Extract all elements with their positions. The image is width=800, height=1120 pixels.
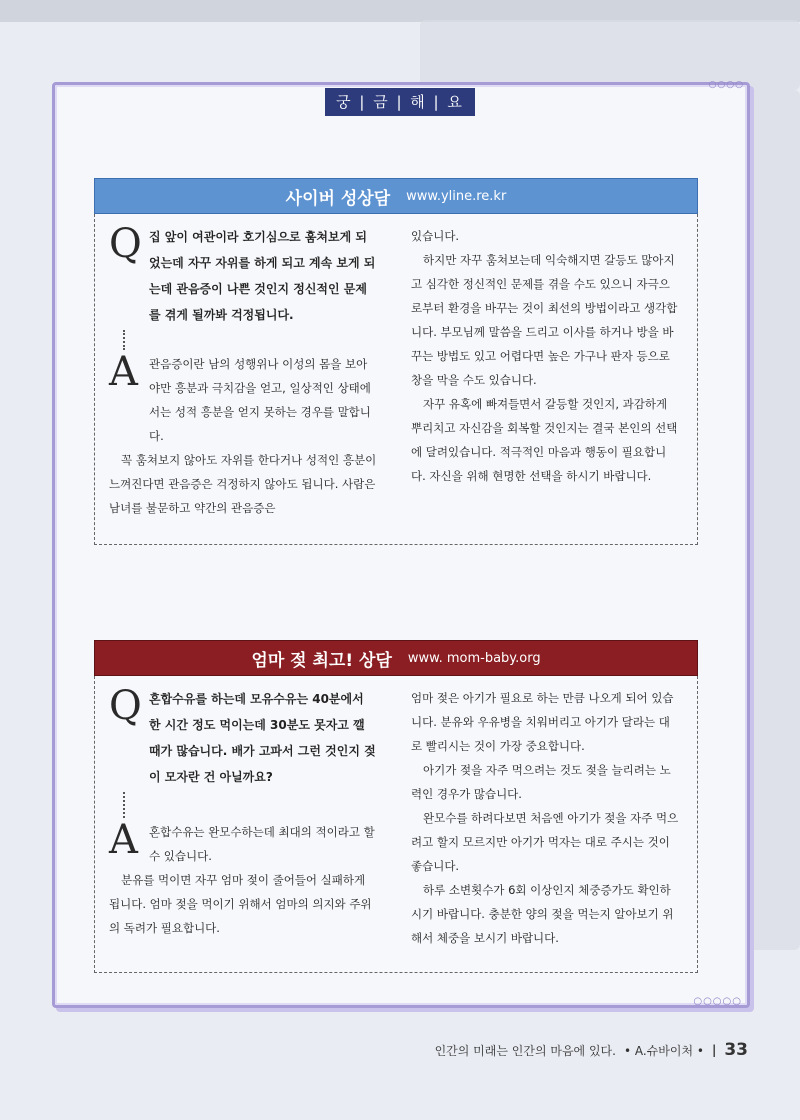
question-text: 혼합수유를 하는데 모유수유는 40분에서 한 시간 정도 먹이는데 30분도 못자고 깰 때가 많습니다. 배가 고파서 그런 것인지 젖이 모자란 건 아닐까요?: [149, 692, 376, 784]
question-block: [109, 221, 377, 328]
answer-paragraph: 혼합수유는 완모수하는데 최대의 적이라고 할 수 있습니다.: [149, 825, 375, 863]
answer-block: [109, 817, 377, 868]
question-text: 집 앞이 여관이라 호기심으로 훔쳐보게 되었는데 자꾸 자위를 하게 되고 계속 보게 되는데 관음증이 나쁜 것인지 정신적인 문제를 겪게 될까봐 걱정됩니다.: [149, 230, 376, 322]
page-number: 33: [724, 1040, 748, 1060]
left-column: [109, 683, 377, 940]
section-url: www. mom-baby.org: [407, 650, 541, 666]
footer-author: • A.슈바이처 •: [623, 1043, 704, 1058]
a-letter: A: [109, 817, 138, 863]
question-block: [109, 683, 377, 790]
answer-paragraph: 꼭 훔쳐보지 않아도 자위를 한다거나 성적인 흥분이 느껴진다면 관음증은 걱정하지 않아도 됩니다. 사람은 남녀를 불문하고 약간의 관음증은: [109, 453, 377, 515]
a-letter: A: [109, 349, 138, 395]
section-title-bar: [94, 178, 698, 214]
answer-paragraph: 하지만 자꾸 훔쳐보는데 익숙해지면 갈등도 많아지고 심각한 정신적인 문제를 겪을 수도 있으니 자극으로부터 환경을 바꾸는 것이 최선의 방법이라고 생각합니다. 부모님께 말씀을 드리고 이사를 하거나 방을 바꾸는 방법도 있고 어렵다면 높은 가구나 판자 등으로 창을 막을 수도 있습니다.: [411, 253, 678, 387]
section-title-bar: [94, 640, 698, 676]
section-title: 엄마 젖 최고! 상담: [251, 650, 392, 671]
qa-section-2: [94, 640, 698, 973]
section-header-tab: 궁 | 금 | 해 | 요: [325, 88, 475, 116]
answer-paragraph: 있습니다.: [411, 229, 460, 243]
answer-paragraph: 자꾸 유혹에 빠져들면서 갈등할 것인지, 과감하게 뿌리치고 자신감을 회복할 것인지는 결국 본인의 선택에 달려있습니다. 적극적인 마음과 행동이 필요합니다. 자신을 위해 현명한 선택을 하시기 바랍니다.: [411, 397, 678, 483]
answer-paragraph: 관음증이란 남의 성행위나 이성의 몸을 보아야만 흥분과 극치감을 얻고, 일상적인 상태에서는 성적 흥분을 얻지 못하는 경우를 말합니다.: [149, 357, 371, 443]
footer-tagline: 인간의 미래는 인간의 마음에 있다.: [434, 1043, 616, 1058]
q-letter: Q: [109, 683, 142, 729]
background-strip: [0, 0, 800, 22]
left-column: [109, 221, 377, 520]
answer-paragraph: 분유를 먹이면 자꾸 엄마 젖이 줄어들어 실패하게 됩니다. 엄마 젖을 먹이기 위해서 엄마의 의지와 주위의 독려가 필요합니다.: [109, 873, 372, 935]
answer-paragraph: 완모수를 하려다보면 처음엔 아기가 젖을 자주 먹으려고 할지 모르지만 아기가 먹자는 대로 주시는 것이 좋습니다.: [411, 811, 679, 873]
section-title: 사이버 성상담: [285, 188, 391, 209]
frame-ornament: ○○○○○: [693, 996, 742, 1007]
page-footer: [435, 1040, 748, 1060]
answer-paragraph: 아기가 젖을 자주 먹으려는 것도 젖을 늘리려는 노력인 경우가 많습니다.: [411, 763, 671, 801]
answer-paragraph: 엄마 젖은 아기가 필요로 하는 만큼 나오게 되어 있습니다. 분유와 우유병을 치워버리고 아기가 달라는 대로 빨리시는 것이 가장 중요합니다.: [411, 691, 674, 753]
right-column: [411, 224, 679, 488]
q-letter: Q: [109, 221, 142, 267]
answer-paragraph: 하루 소변횟수가 6회 이상인지 체중증가도 확인하시기 바랍니다. 충분한 양의 젖을 먹는지 알아보기 위해서 체중을 보시기 바랍니다.: [411, 883, 674, 945]
qa-box: [94, 676, 698, 973]
right-column: [411, 686, 679, 950]
dotted-connector: [123, 792, 377, 818]
qa-section-1: [94, 178, 698, 545]
footer-divider: |: [711, 1043, 717, 1057]
answer-block: [109, 349, 377, 448]
dotted-connector: [123, 330, 377, 350]
section-url: www.yline.re.kr: [406, 188, 507, 204]
qa-box: [94, 214, 698, 545]
frame-ornament: ○○○○: [708, 80, 744, 90]
